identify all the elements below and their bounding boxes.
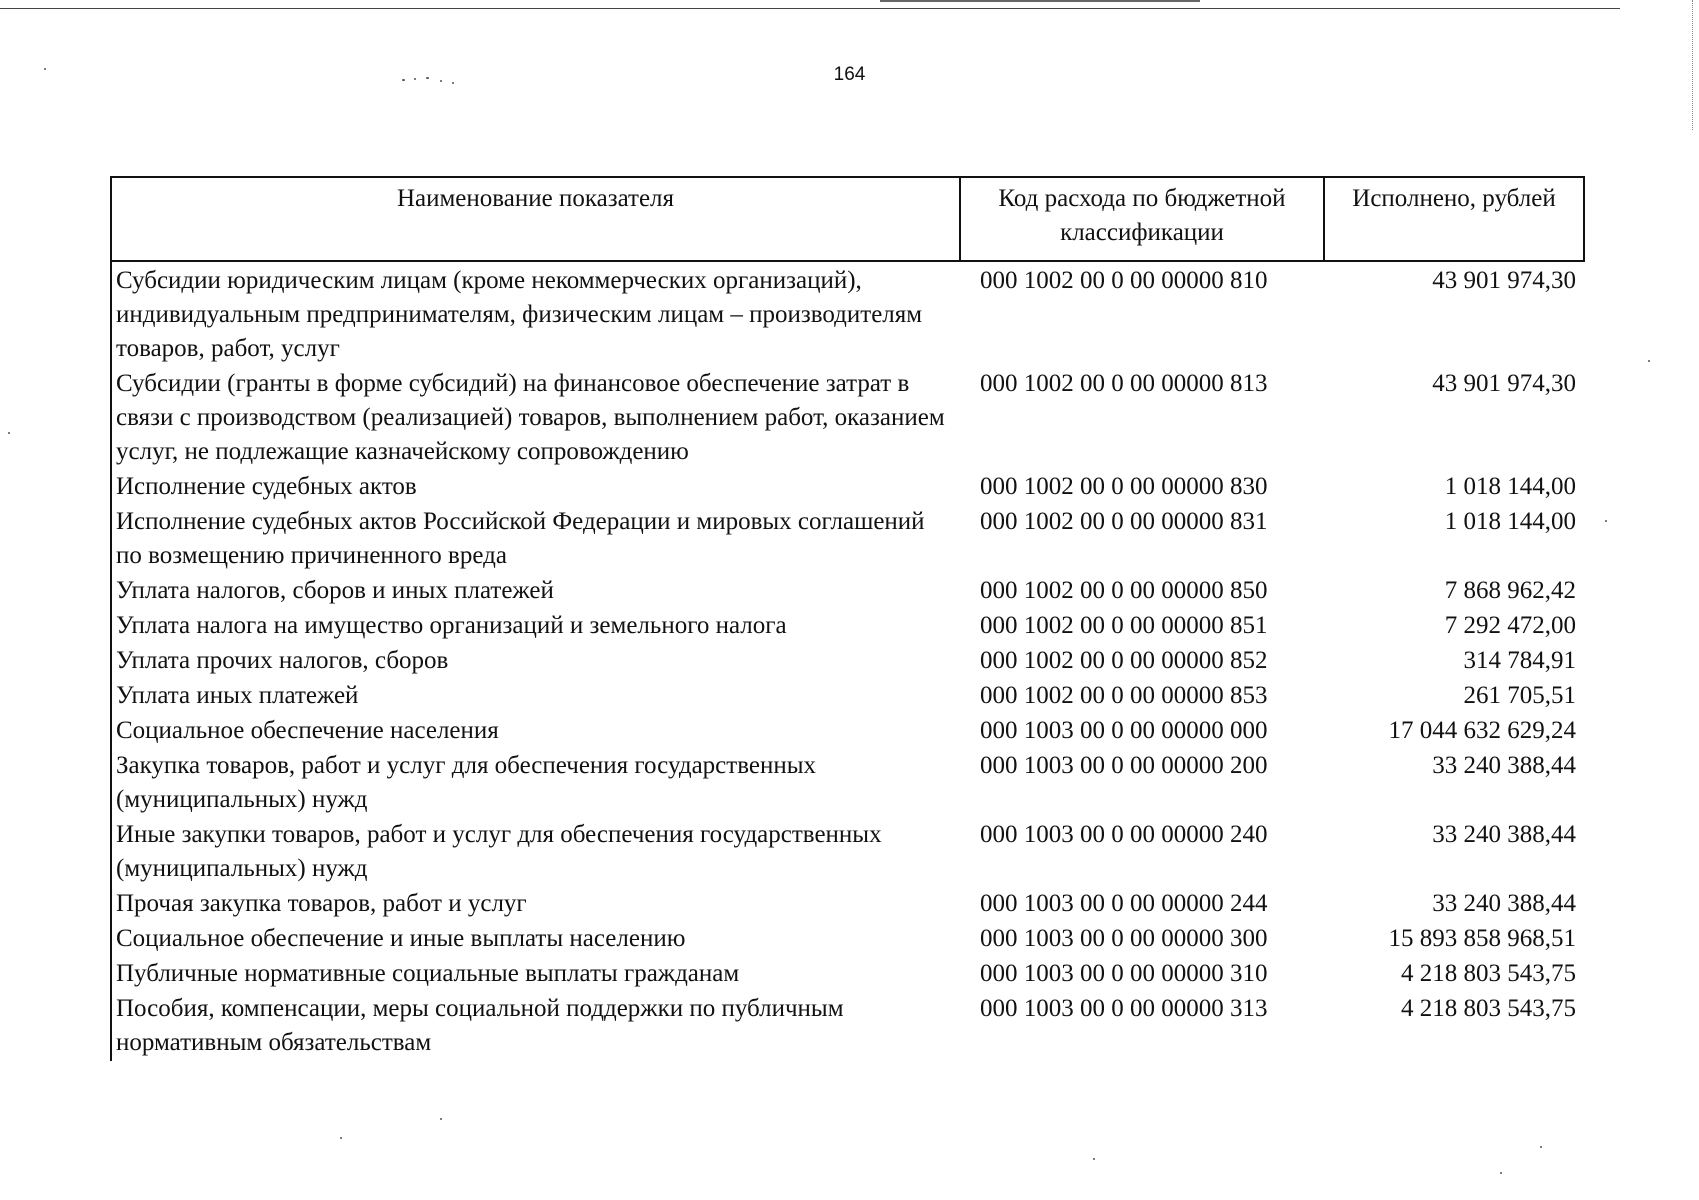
row-executed-amount: 33 240 388,44 — [1432, 890, 1576, 917]
row-indicator-name: Исполнение судебных актов Российской Федерации и мировых соглашений по возмещению причиненного вреда — [111, 505, 960, 574]
scan-speck — [1540, 1146, 1542, 1148]
row-indicator-name: Пособия, компенсации, меры социальной поддержки по публичным нормативным обязательствам — [111, 992, 960, 1061]
scan-speck — [1093, 1158, 1095, 1160]
table-row — [111, 470, 1584, 505]
row-executed-amount: 4 218 803 543,75 — [1401, 960, 1576, 987]
header-indicator-name: Наименование показателя — [111, 177, 960, 261]
table-row — [111, 261, 1584, 367]
scan-speck — [1648, 360, 1650, 362]
row-indicator-name: Иные закупки товаров, работ и услуг для обеспечения государственных (муниципальных) нужд — [111, 818, 960, 887]
table-row — [111, 749, 1584, 818]
row-budget-code: 000 1003 00 0 00 00000 300 — [980, 925, 1268, 952]
table-row — [111, 574, 1584, 609]
header-executed-amount: Исполнено, рублей — [1324, 177, 1584, 261]
scan-top-rule — [0, 8, 1620, 9]
scan-speck — [8, 432, 10, 434]
page-number: 164 — [833, 64, 866, 85]
table-row — [111, 367, 1584, 470]
table-row — [111, 818, 1584, 887]
scan-speck — [440, 1118, 442, 1120]
table-row — [111, 679, 1584, 714]
row-budget-code: 000 1002 00 0 00 00000 852 — [980, 647, 1268, 674]
row-budget-code: 000 1003 00 0 00 00000 000 — [980, 717, 1268, 744]
row-executed-amount: 15 893 858 968,51 — [1388, 925, 1576, 952]
row-budget-code: 000 1002 00 0 00 00000 810 — [980, 267, 1268, 294]
row-indicator-name: Прочая закупка товаров, работ и услуг — [111, 887, 960, 922]
row-budget-code: 000 1003 00 0 00 00000 310 — [980, 960, 1268, 987]
row-budget-code: 000 1002 00 0 00 00000 853 — [980, 682, 1268, 709]
table-row — [111, 609, 1584, 644]
row-executed-amount: 7 868 962,42 — [1444, 577, 1576, 604]
row-executed-amount: 7 292 472,00 — [1444, 612, 1576, 639]
expenditure-table — [110, 176, 1585, 1061]
row-executed-amount: 33 240 388,44 — [1432, 752, 1576, 779]
table-row — [111, 714, 1584, 749]
scan-speck — [1500, 1172, 1502, 1174]
row-executed-amount: 1 018 144,00 — [1444, 508, 1576, 535]
table-row — [111, 644, 1584, 679]
row-executed-amount: 4 218 803 543,75 — [1401, 995, 1576, 1022]
row-indicator-name: Субсидии юридическим лицам (кроме некоммерческих организаций), индивидуальным предпринимателям, физическим лицам – производителям товаров, работ, услуг — [111, 261, 960, 367]
row-executed-amount: 43 901 974,30 — [1432, 370, 1576, 397]
row-indicator-name: Социальное обеспечение населения — [111, 714, 960, 749]
table-row — [111, 505, 1584, 574]
row-executed-amount: 17 044 632 629,24 — [1388, 717, 1576, 744]
row-budget-code: 000 1002 00 0 00 00000 830 — [980, 473, 1268, 500]
row-executed-amount: 261 705,51 — [1463, 682, 1576, 709]
row-indicator-name: Уплата налогов, сборов и иных платежей — [111, 574, 960, 609]
header-row — [111, 177, 1584, 261]
row-indicator-name: Социальное обеспечение и иные выплаты населению — [111, 922, 960, 957]
header-budget-code: Код расхода по бюджетной классификации — [960, 177, 1324, 261]
table-row — [111, 957, 1584, 992]
row-indicator-name: Закупка товаров, работ и услуг для обеспечения государственных (муниципальных) нужд — [111, 749, 960, 818]
row-indicator-name: Публичные нормативные социальные выплаты гражданам — [111, 957, 960, 992]
row-indicator-name: Уплата налога на имущество организаций и земельного налога — [111, 609, 960, 644]
table-row — [111, 992, 1584, 1061]
row-executed-amount: 43 901 974,30 — [1432, 267, 1576, 294]
row-budget-code: 000 1002 00 0 00 00000 850 — [980, 577, 1268, 604]
table-row — [111, 887, 1584, 922]
row-executed-amount: 1 018 144,00 — [1444, 473, 1576, 500]
scan-top-rule-segment — [880, 0, 1200, 2]
table-body — [111, 261, 1584, 1061]
row-executed-amount: 314 784,91 — [1463, 647, 1576, 674]
row-budget-code: 000 1002 00 0 00 00000 813 — [980, 370, 1268, 397]
row-indicator-name: Субсидии (гранты в форме субсидий) на финансовое обеспечение затрат в связи с производством (реализацией) товаров, выполнением работ, оказанием услуг, не подлежащие казначейскому сопровождению — [111, 367, 960, 470]
row-budget-code: 000 1002 00 0 00 00000 831 — [980, 508, 1268, 535]
table-header — [111, 177, 1584, 261]
row-budget-code: 000 1002 00 0 00 00000 851 — [980, 612, 1268, 639]
scan-speck — [340, 1137, 342, 1139]
table-row — [111, 922, 1584, 957]
row-budget-code: 000 1003 00 0 00 00000 200 — [980, 752, 1268, 779]
row-indicator-name: Уплата прочих налогов, сборов — [111, 644, 960, 679]
row-budget-code: 000 1003 00 0 00 00000 244 — [980, 890, 1268, 917]
row-executed-amount: 33 240 388,44 — [1432, 821, 1576, 848]
scan-speck — [1605, 520, 1607, 522]
row-indicator-name: Уплата иных платежей — [111, 679, 960, 714]
row-indicator-name: Исполнение судебных актов — [111, 470, 960, 505]
row-budget-code: 000 1003 00 0 00 00000 240 — [980, 821, 1268, 848]
row-budget-code: 000 1003 00 0 00 00000 313 — [980, 995, 1268, 1022]
